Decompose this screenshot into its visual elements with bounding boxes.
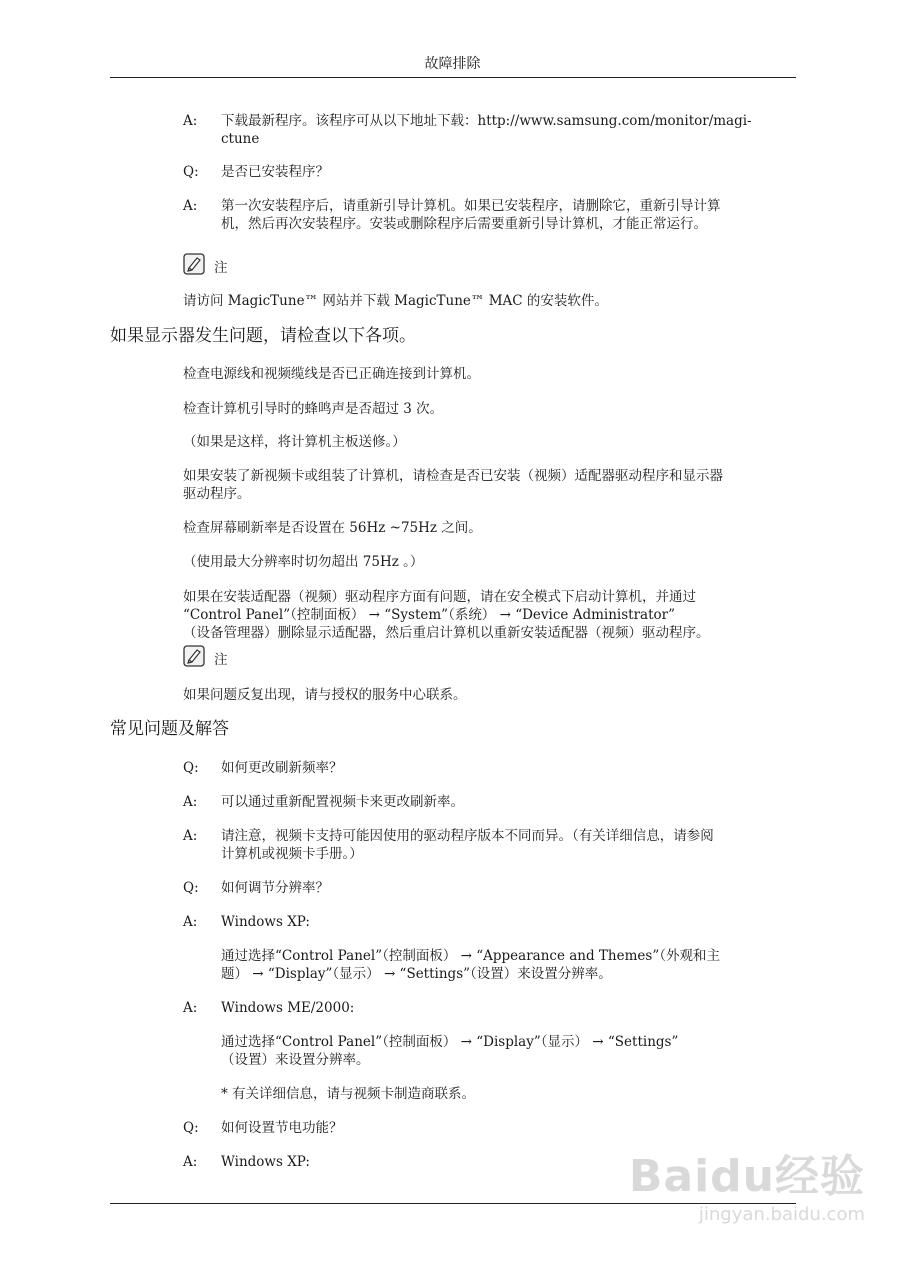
qa-key: A: xyxy=(183,794,198,810)
note-label: 注 xyxy=(214,652,228,668)
note-label: 注 xyxy=(214,260,228,276)
qa-text: Windows ME/2000: xyxy=(221,1000,355,1016)
qa-item xyxy=(183,197,803,233)
note-pencil-icon xyxy=(183,253,205,275)
qa-item xyxy=(183,827,803,863)
qa-key: A: xyxy=(183,113,198,129)
qa-item xyxy=(183,999,803,1017)
qa-text: 是否已安装程序？ xyxy=(221,164,329,180)
paragraph: （如果是这样，将计算机主板送修。） xyxy=(183,434,406,450)
qa-item xyxy=(183,112,803,148)
paragraph: 如果安装了新视频卡或组装了计算机，请检查是否已安装（视频）适配器驱动程序和显示器 驱动程序。 xyxy=(183,468,723,502)
paragraph: 如果在安装适配器（视频）驱动程序方面有问题，请在安全模式下启动计算机，并通过 “Control Panel”（控制面板） → “System”（系统） → “Device Administrator” （设备管理器）删除显示适配器，然后重启计算机以重新安装适配器（视频）驱动程序。 xyxy=(183,589,710,641)
qa-text: Windows XP: xyxy=(221,914,310,930)
qa-item xyxy=(183,879,803,897)
qa-text: 请注意，视频卡支持可能因使用的驱动程序版本不同而异。（有关详细信息，请参阅 计算机或视频卡手册。） xyxy=(221,828,714,862)
watermark-brand: Baidu经验 xyxy=(628,1151,865,1202)
qa-text: 如何调节分辨率？ xyxy=(221,880,329,896)
qa-text: 如何设置节电功能？ xyxy=(221,1120,343,1136)
qa-key: Q: xyxy=(183,880,199,896)
qa-key: A: xyxy=(183,914,198,930)
qa-text: 第一次安装程序后，请重新引导计算机。如果已安装程序，请删除它，重新引导计算 机，然后再次安装程序。安装或删除程序后需要重新引导计算机，才能正常运行。 xyxy=(221,198,721,232)
qa-key: A: xyxy=(183,198,198,214)
qa-item xyxy=(183,793,803,811)
qa-item xyxy=(183,1119,803,1137)
qa-key: A: xyxy=(183,1154,198,1170)
section-heading: 常见问题及解答 xyxy=(110,719,229,739)
note-text: 请访问 MagicTune™ 网站并下载 MagicTune™ MAC 的安装软件。 xyxy=(183,293,608,309)
qa-item xyxy=(183,759,803,777)
baidu-watermark xyxy=(628,1151,865,1225)
paragraph: 检查屏幕刷新率是否设置在 56Hz ~75Hz 之间。 xyxy=(183,520,482,536)
qa-key: A: xyxy=(183,1000,198,1016)
qa-text: 可以通过重新配置视频卡来更改刷新率。 xyxy=(221,794,464,810)
page-title: 故障排除 xyxy=(424,56,481,72)
note-text: 如果问题反复出现，请与授权的服务中心联系。 xyxy=(183,687,467,703)
indented-paragraph: 通过选择“Control Panel”（控制面板） → “Appearance and Themes”（外观和主 题） → “Display”（显示） → “Settings”（设置）来设置分辨率。 xyxy=(221,948,720,982)
qa-key: A: xyxy=(183,828,198,844)
qa-key: Q: xyxy=(183,164,199,180)
qa-text: 如何更改刷新频率？ xyxy=(221,760,343,776)
qa-item xyxy=(183,163,803,181)
paragraph: 检查电源线和视频缆线是否已正确连接到计算机。 xyxy=(183,366,480,382)
qa-text: 下载最新程序。该程序可从以下地址下载：http://www.samsung.com/monitor/magi- ctune xyxy=(221,113,752,147)
header-rule xyxy=(110,77,796,78)
indented-paragraph: 通过选择“Control Panel”（控制面板） → “Display”（显示） → “Settings” （设置）来设置分辨率。 xyxy=(221,1034,679,1068)
paragraph: （使用最大分辨率时切勿超出 75Hz 。） xyxy=(183,554,424,570)
note-pencil-icon xyxy=(183,645,205,667)
qa-key: Q: xyxy=(183,760,199,776)
qa-item xyxy=(183,913,803,931)
qa-key: Q: xyxy=(183,1120,199,1136)
paragraph: 检查计算机引导时的蜂鸣声是否超过 3 次。 xyxy=(183,401,444,417)
section-heading: 如果显示器发生问题，请检查以下各项。 xyxy=(110,326,416,346)
indented-paragraph: * 有关详细信息，请与视频卡制造商联系。 xyxy=(221,1086,476,1102)
qa-text: Windows XP: xyxy=(221,1154,310,1170)
watermark-url: jingyan.baidu.com xyxy=(698,1204,865,1225)
